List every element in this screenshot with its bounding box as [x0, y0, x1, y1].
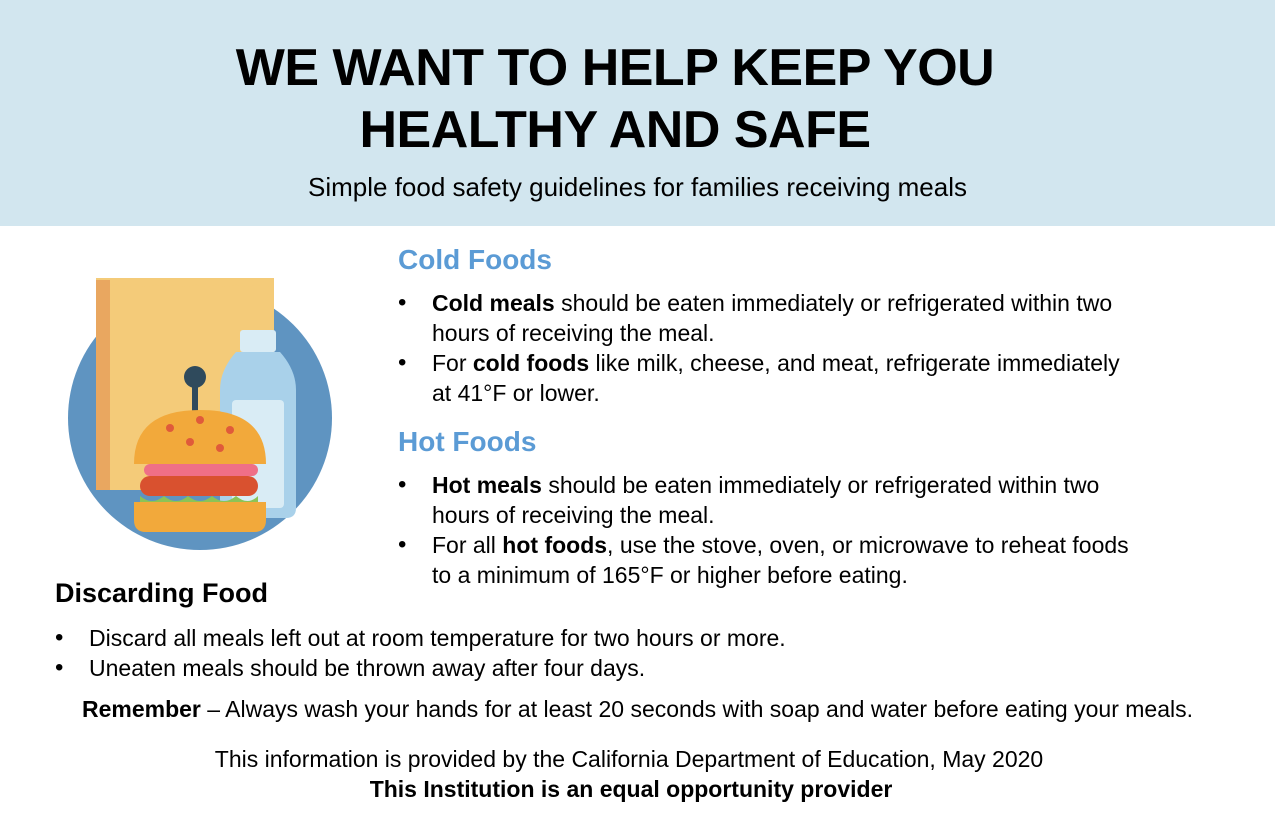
title-line-2: HEALTHY AND SAFE — [359, 101, 871, 159]
title-line-1: WE WANT TO HELP KEEP YOU — [235, 39, 995, 97]
cold-foods-heading: Cold Foods — [398, 244, 552, 275]
footer-equal-opportunity: This Institution is an equal opportunity provider — [369, 776, 893, 802]
cold-foods-list — [398, 288, 1258, 408]
list-item: • For cold foods like milk, cheese, and meat, refrigerate immediately at 41°F or lower. — [398, 348, 1258, 408]
list-item: • Cold meals should be eaten immediately or refrigerated within two hours of receiving the meal. — [398, 288, 1258, 348]
remember-note: Remember – Always wash your hands for at least 20 seconds with soap and water before eating your meals. — [81, 696, 1193, 722]
lunch-bag-burger-bottle-icon — [60, 270, 350, 560]
list-item: • Uneaten meals should be thrown away after four days. — [55, 653, 1055, 683]
hot-foods-list — [398, 470, 1258, 590]
list-item: • Discard all meals left out at room temperature for two hours or more. — [55, 623, 1055, 653]
footer-source: This information is provided by the California Department of Education, May 2020 — [214, 746, 1044, 772]
discarding-food-heading: Discarding Food — [55, 578, 269, 608]
hot-foods-heading: Hot Foods — [398, 426, 537, 457]
list-item: • For all hot foods, use the stove, oven, or microwave to reheat foods to a minimum of 165°F or higher before eating. — [398, 530, 1258, 590]
discarding-food-list — [55, 623, 1055, 683]
subtitle: Simple food safety guidelines for families receiving meals — [308, 172, 967, 202]
list-item: • Hot meals should be eaten immediately or refrigerated within two hours of receiving the meal. — [398, 470, 1258, 530]
